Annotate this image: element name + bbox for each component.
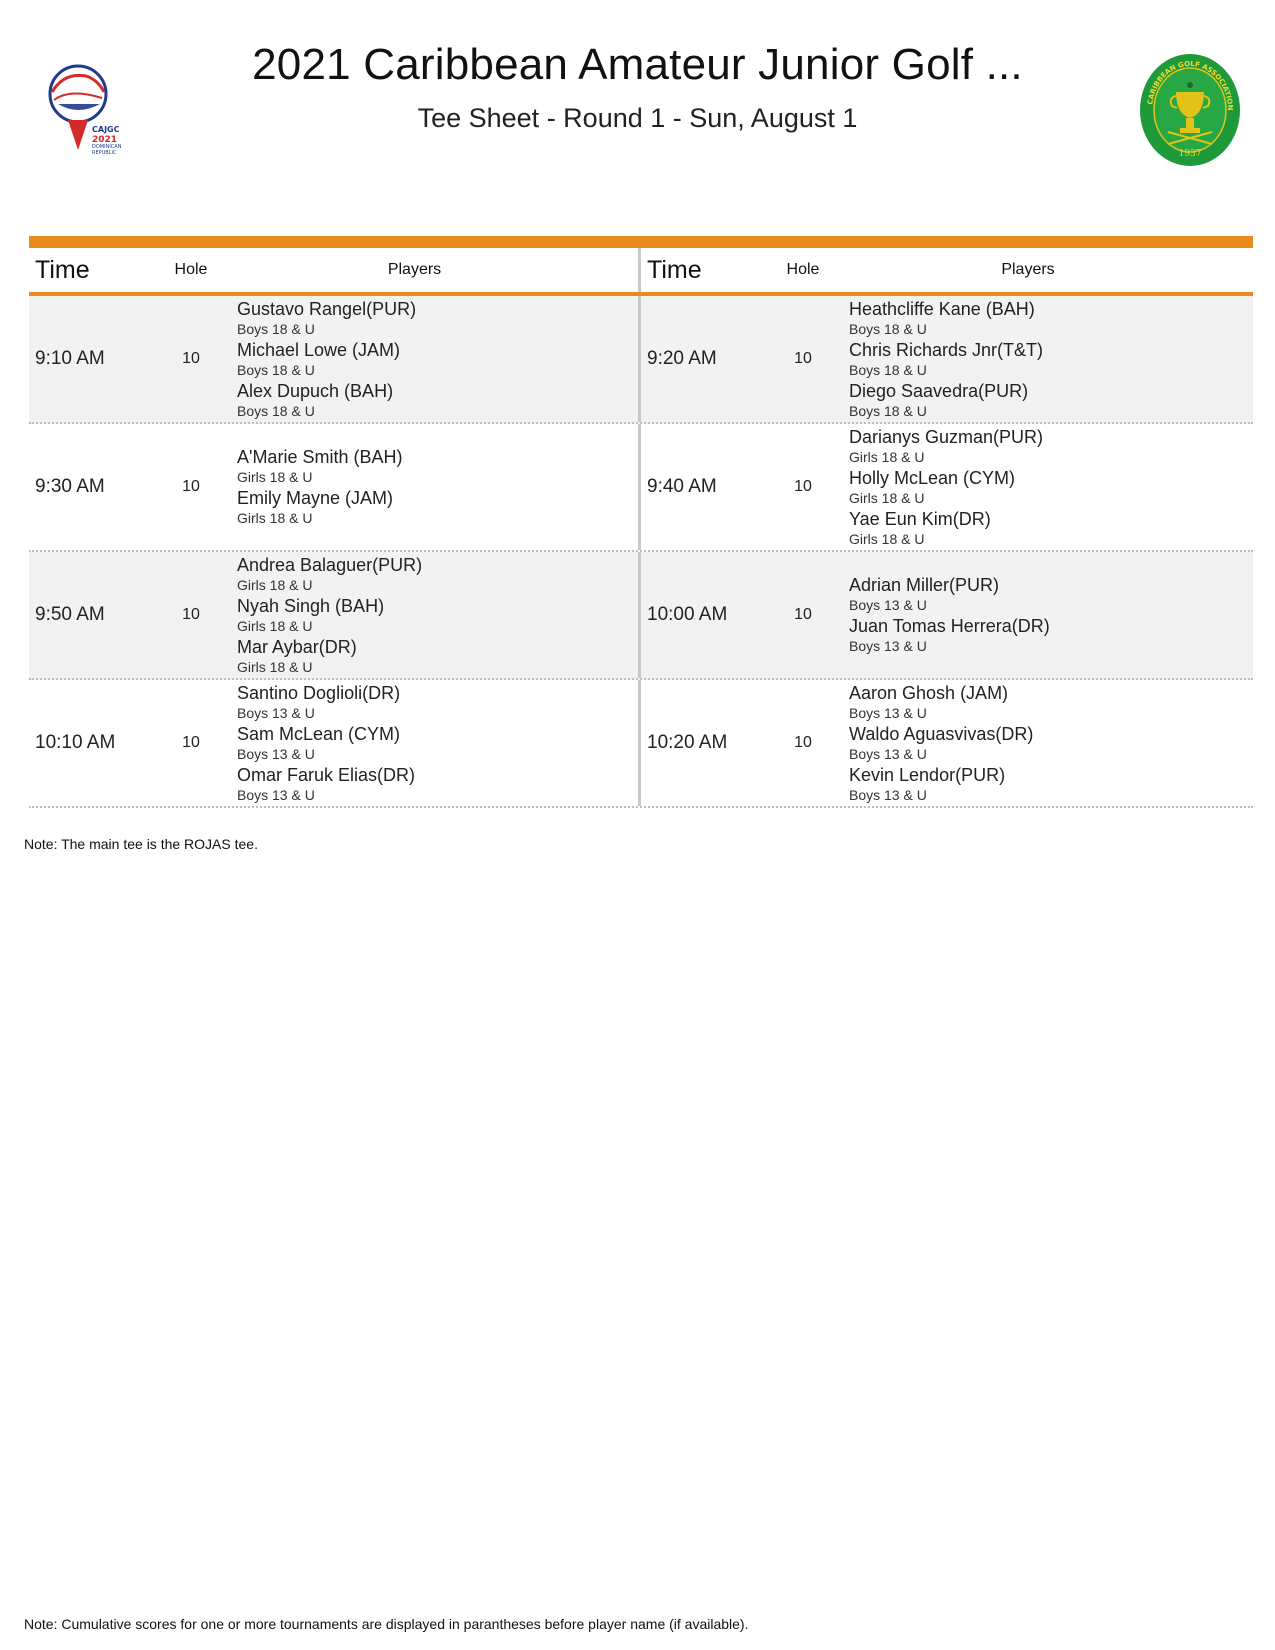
player-entry [849, 575, 1253, 614]
player-entry [849, 299, 1253, 338]
tee-time: 10:00 AM [647, 604, 728, 625]
player-list [231, 296, 638, 422]
player-name: Alex Dupuch (BAH) [237, 380, 394, 401]
player-entry [237, 340, 638, 379]
player-entry [237, 765, 638, 804]
player-name: Sam McLean (CYM) [237, 723, 401, 744]
table-header [29, 248, 1253, 296]
tee-hole: 10 [182, 350, 200, 367]
player-category: Girls 18 & U [237, 658, 313, 675]
col-header-players: Players [1001, 261, 1055, 278]
cajgc-logo [24, 42, 132, 176]
player-name: Darianys Guzman(PUR) [849, 426, 1044, 447]
player-name: Heathcliffe Kane (BAH) [849, 298, 1035, 319]
player-category: Boys 13 & U [849, 786, 927, 803]
tee-hole: 10 [794, 478, 812, 495]
player-name: Santino Doglioli(DR) [237, 682, 401, 703]
tee-hole: 10 [182, 478, 200, 495]
player-name: Holly McLean (CYM) [849, 467, 1016, 488]
svg-text:CARIBBEAN GOLF ASSOCIATION: CARIBBEAN GOLF ASSOCIATION [1146, 59, 1235, 111]
svg-text:REPUBLIC: REPUBLIC [92, 150, 117, 156]
tee-group [641, 296, 1253, 422]
player-name: Mar Aybar(DR) [237, 636, 357, 657]
player-entry [849, 468, 1253, 507]
player-category: Boys 18 & U [849, 320, 927, 337]
player-category: Boys 13 & U [237, 745, 315, 762]
tee-sheet-table [29, 236, 1253, 808]
tee-time: 9:50 AM [35, 604, 105, 625]
player-list [843, 296, 1253, 422]
table-row [29, 424, 1253, 552]
player-category: Girls 18 & U [237, 469, 313, 485]
player-category: Boys 13 & U [849, 638, 927, 654]
player-name: Yae Eun Kim(DR) [849, 508, 991, 529]
player-name: Waldo Aguasvivas(DR) [849, 723, 1034, 744]
tee-time: 9:30 AM [35, 476, 105, 497]
tee-group [29, 296, 641, 422]
svg-text:CAJGC: CAJGC [92, 125, 120, 134]
player-category: Boys 13 & U [237, 704, 315, 721]
col-header-hole: Hole [174, 261, 208, 278]
tee-time: 9:10 AM [35, 348, 105, 369]
player-category: Girls 18 & U [849, 489, 925, 506]
player-entry [237, 683, 638, 722]
player-category: Girls 18 & U [237, 576, 313, 593]
player-category: Boys 18 & U [849, 361, 927, 378]
tee-hole: 10 [794, 350, 812, 367]
player-entry [849, 616, 1253, 655]
page-title: 2021 Caribbean Amateur Junior Golf ... [252, 40, 1023, 89]
col-header-hole: Hole [786, 261, 820, 278]
player-entry [237, 596, 638, 635]
col-header-time: Time [35, 255, 90, 284]
table-row [29, 680, 1253, 808]
tee-group [641, 552, 1253, 678]
page-subtitle: Tee Sheet - Round 1 - Sun, August 1 [417, 103, 858, 133]
player-name: Juan Tomas Herrera(DR) [849, 616, 1050, 636]
player-name: Diego Saavedra(PUR) [849, 380, 1029, 401]
player-category: Girls 18 & U [237, 510, 313, 526]
player-category: Boys 18 & U [237, 320, 315, 337]
player-category: Girls 18 & U [849, 448, 925, 465]
player-category: Girls 18 & U [237, 617, 313, 634]
tee-group [29, 680, 641, 806]
tee-group [29, 424, 641, 550]
player-list [843, 424, 1253, 550]
player-name: Gustavo Rangel(PUR) [237, 298, 417, 319]
player-category: Boys 13 & U [849, 704, 927, 721]
tee-time: 10:20 AM [647, 732, 728, 753]
player-list [843, 552, 1253, 678]
table-row [29, 552, 1253, 680]
player-list [231, 424, 638, 550]
player-name: Michael Lowe (JAM) [237, 339, 401, 360]
player-entry [237, 555, 638, 594]
player-name: Andrea Balaguer(PUR) [237, 554, 423, 575]
player-entry [237, 381, 638, 420]
player-entry [849, 340, 1253, 379]
tee-group [641, 424, 1253, 550]
caribbean-golf-association-logo [1138, 52, 1242, 168]
player-list [231, 552, 638, 678]
player-entry [849, 427, 1253, 466]
tee-hole: 10 [794, 606, 812, 623]
cumulative-scores-note: Note: Cumulative scores for one or more tournaments are displayed in parantheses before player name (if available). [24, 1616, 749, 1632]
header-left [29, 248, 641, 292]
table-row [29, 296, 1253, 424]
player-category: Boys 18 & U [237, 361, 315, 378]
main-tee-note: Note: The main tee is the ROJAS tee. [24, 836, 258, 852]
player-entry [237, 488, 638, 527]
player-category: Girls 18 & U [849, 530, 925, 547]
cajgc-logo-icon [24, 42, 132, 176]
player-name: Nyah Singh (BAH) [237, 595, 385, 616]
tee-group [29, 552, 641, 678]
player-entry [849, 509, 1253, 548]
player-entry [237, 724, 638, 763]
header-accent-bar [29, 236, 1253, 248]
player-name: Omar Faruk Elias(DR) [237, 764, 416, 785]
header-right [641, 248, 1253, 292]
player-category: Boys 18 & U [237, 402, 315, 419]
player-name: Aaron Ghosh (JAM) [849, 682, 1009, 703]
player-entry [849, 683, 1253, 722]
tee-hole: 10 [182, 606, 200, 623]
player-entry [237, 299, 638, 338]
svg-text:DOMINICAN: DOMINICAN [92, 144, 122, 150]
player-entry [849, 381, 1253, 420]
player-category: Boys 13 & U [849, 745, 927, 762]
player-list [843, 680, 1253, 806]
player-entry [849, 724, 1253, 763]
player-name: Chris Richards Jnr(T&T) [849, 339, 1044, 360]
tee-time: 10:10 AM [35, 732, 116, 753]
tee-group [641, 680, 1253, 806]
svg-text:1937: 1937 [1178, 149, 1202, 159]
golf-association-seal-icon [1138, 52, 1242, 168]
tee-time: 9:20 AM [647, 348, 717, 369]
tee-hole: 10 [794, 734, 812, 751]
svg-text:2021: 2021 [92, 135, 118, 145]
player-category: Boys 13 & U [237, 786, 315, 803]
player-category: Boys 18 & U [849, 402, 927, 419]
player-entry [237, 637, 638, 676]
player-entry [237, 447, 638, 486]
tee-hole: 10 [182, 734, 200, 751]
player-name: Adrian Miller(PUR) [849, 575, 1000, 595]
player-name: Kevin Lendor(PUR) [849, 764, 1006, 785]
player-name: A'Marie Smith (BAH) [237, 447, 403, 467]
player-name: Emily Mayne (JAM) [237, 488, 394, 508]
col-header-players: Players [387, 261, 442, 278]
player-entry [849, 765, 1253, 804]
tee-time: 9:40 AM [647, 476, 717, 497]
player-category: Boys 13 & U [849, 597, 927, 613]
col-header-time: Time [647, 255, 702, 284]
player-list [231, 680, 638, 806]
